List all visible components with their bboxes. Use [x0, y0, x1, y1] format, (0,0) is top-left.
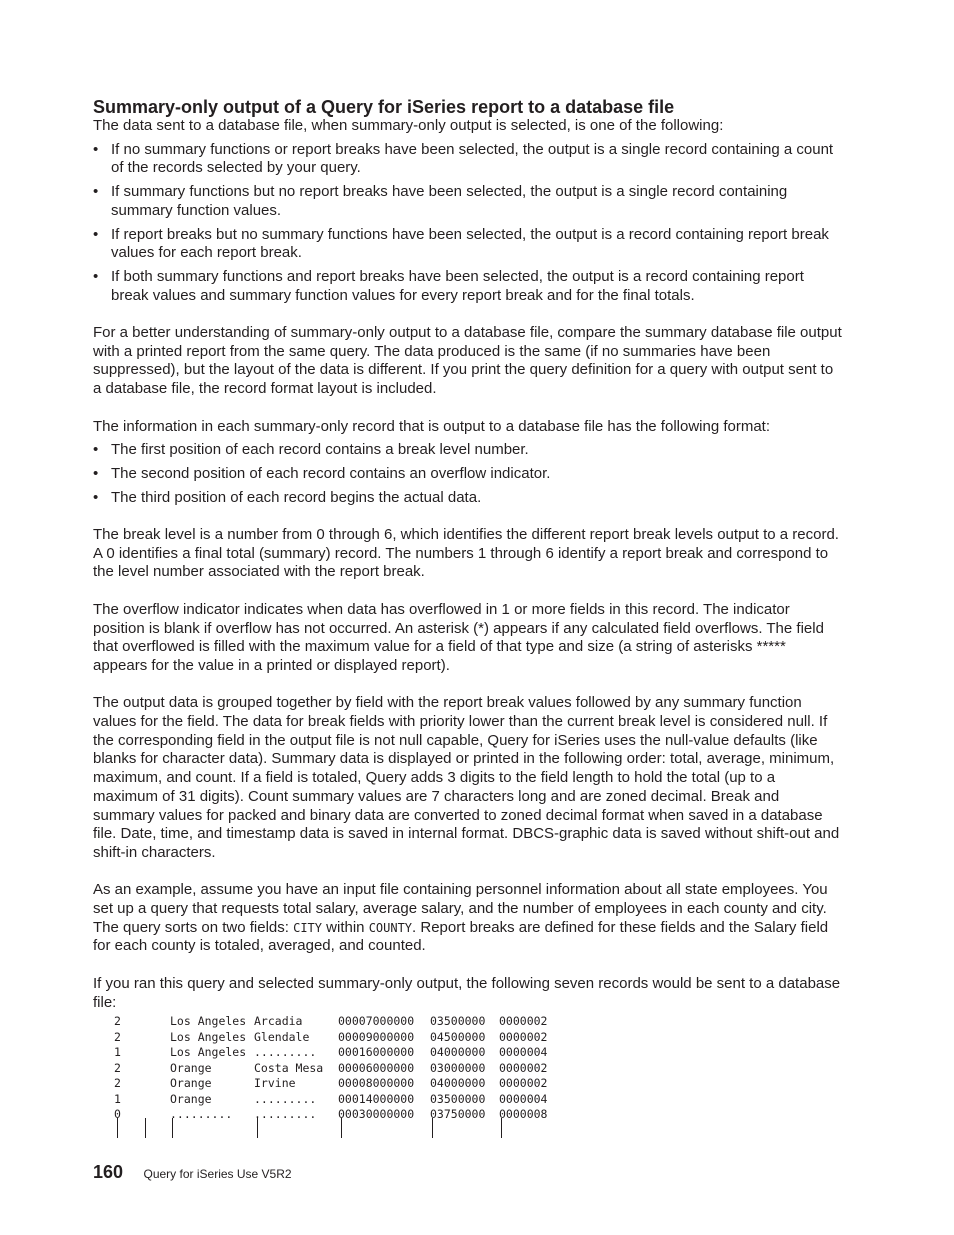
record-field: 0000002: [499, 1076, 548, 1090]
record-field: 0: [114, 1107, 121, 1121]
paragraph: The break level is a number from 0 through 6, which identifies the different report break levels output to a record. A 0 identifies a final total (summary) record. The numbers 1 through 6 identify a report break and correspond to the level number associated with the report break.: [93, 526, 839, 581]
record-field: 1: [114, 1091, 121, 1106]
record-row: [0, 1045, 600, 1061]
record-field: 00006000000: [338, 1060, 415, 1075]
record-field: 2: [114, 1029, 121, 1044]
record-field: .........: [254, 1045, 317, 1059]
text: As an example, assume you have an input file containing personnel information about all state employees. You set up a query that requests total salary, average salary, and the number of employees in each county and city. The query sorts on two fields:: [93, 881, 828, 936]
record-field: Glendale: [254, 1029, 310, 1044]
record-field: 0000004: [499, 1045, 548, 1059]
paragraph: The overflow indicator indicates when data has overflowed in 1 or more fields in this record. The indicator position is blank if overflow has not occurred. An asterisk (*) appears if any calculated field overflows. The field that overflowed is filled with the maximum value for a field of that type and size (a string of asterisks ***** appears for the value in a printed or displayed report).: [93, 600, 824, 674]
record-field: 00014000000: [338, 1091, 415, 1106]
record-field: 04000000: [430, 1076, 486, 1090]
record-row: [0, 1014, 600, 1030]
record-row: [0, 1107, 600, 1123]
record-field: 03000000: [430, 1060, 486, 1075]
paragraph: If you ran this query and selected summary-only output, the following seven records would be sent to a database file:: [93, 974, 841, 1011]
list-item: • If no summary functions or report breaks have been selected, the output is a single record containing a count of the records selected by your query.: [93, 141, 843, 178]
record-field: 2: [114, 1014, 121, 1028]
record-field: Orange: [170, 1076, 212, 1090]
body-text: [93, 117, 843, 1012]
list-item: • The first position of each record contains a break level number.: [93, 441, 843, 460]
output-cases-list: [93, 141, 843, 306]
record-row: [0, 1076, 600, 1092]
record-field: .........: [254, 1091, 317, 1106]
record-field: 1: [114, 1045, 121, 1059]
column-marker: [172, 1118, 173, 1138]
book-title: Query for iSeries Use V5R2: [143, 1167, 292, 1181]
column-marker: [257, 1118, 258, 1138]
record-field: 03500000: [430, 1091, 486, 1106]
column-marker: [117, 1118, 118, 1138]
record-field: 2: [114, 1060, 121, 1075]
paragraph: For a better understanding of summary-only output to a database file, compare the summary database file output with a printed report from the same query. The data produced is the same (if no summaries have been suppressed), but the layout of the data is different. If you print the query definition for a query with output sent to a database file, the record format layout is included.: [93, 324, 842, 398]
list-item: • If both summary functions and report breaks have been selected, the output is a record containing report break values and summary function values for every report break and for the final totals.: [93, 268, 843, 305]
record-row: [0, 1061, 600, 1077]
column-marker: [145, 1118, 146, 1138]
code-city: CITY: [293, 920, 322, 935]
column-marker: [432, 1118, 433, 1138]
record-field: Orange: [170, 1091, 212, 1106]
record-field: Irvine: [254, 1076, 296, 1090]
record-field: .........: [254, 1107, 317, 1121]
text: within: [322, 918, 369, 936]
paragraph: The output data is grouped together by field with the report break values followed by any summary function values for the field. The data for break fields with priority lower than the current break level is considered null. If the corresponding field in the output file is not null capable, Query for iSeries uses the null-value defaults (like blanks for character data). Summary data is displayed or printed in the following order: total, average, minimum, maximum, and count. If a field is totaled, Query adds 3 digits to the field length to hold the total (up to a maximum of 31 digits). Count summary values are 7 characters long and are zoned decimal. Break and summary values for packed and binary data are converted to zoned decimal format when saved in a database file. Date, time, and timestamp data is saved in internal format. DBCS-graphic data is saved without shift-out and shift-in characters.: [93, 694, 840, 861]
paragraph: The information in each summary-only record that is output to a database file has the following format:: [93, 417, 771, 435]
record-field: 00008000000: [338, 1076, 415, 1090]
record-field: Los Angeles: [170, 1045, 247, 1059]
record-field: 04500000: [430, 1029, 486, 1044]
record-field: Costa Mesa: [254, 1060, 324, 1075]
section-heading: Summary-only output of a Query for iSeries report to a database file: [93, 97, 675, 117]
list-item: • If summary functions but no report breaks have been selected, the output is a single record containing summary function values.: [93, 183, 843, 220]
list-item: • If report breaks but no summary functions have been selected, the output is a record containing report break values for each report break.: [93, 226, 843, 263]
page-number: 160: [93, 1162, 124, 1182]
intro: The data sent to a database file, when summary-only output is selected, is one of the following:: [93, 117, 724, 134]
page-footer: [93, 1162, 292, 1183]
record-field: 0000002: [499, 1014, 548, 1028]
text: . Report breaks are defined for these fields and the Salary field for each county is totaled, averaged, and counted.: [93, 918, 829, 955]
list-item: • The third position of each record begins the actual data.: [93, 489, 843, 508]
column-marker: [501, 1118, 502, 1138]
record-field: 00016000000: [338, 1045, 415, 1059]
record-format-list: [93, 441, 843, 507]
record-field: 03500000: [430, 1014, 486, 1028]
record-field: 03750000: [430, 1107, 486, 1121]
record-field: Arcadia: [254, 1014, 303, 1028]
record-field: 00030000000: [338, 1107, 415, 1121]
paragraph: [93, 881, 843, 956]
record-field: Los Angeles: [170, 1029, 247, 1044]
record-row: [0, 1092, 600, 1108]
record-field: 0000002: [499, 1029, 548, 1044]
record-row: [0, 1030, 600, 1046]
record-field: 2: [114, 1076, 121, 1090]
record-field: 00009000000: [338, 1029, 415, 1044]
record-field: 0000008: [499, 1107, 548, 1121]
code-county: COUNTY: [368, 920, 413, 935]
list-item: • The second position of each record contains an overflow indicator.: [93, 465, 843, 484]
record-field: Los Angeles: [170, 1014, 247, 1028]
record-field: 00007000000: [338, 1014, 415, 1028]
record-field: 0000002: [499, 1060, 548, 1075]
record-field: 04000000: [430, 1045, 486, 1059]
record-field: .........: [170, 1107, 233, 1121]
column-marker: [341, 1118, 342, 1138]
record-field: Orange: [170, 1060, 212, 1075]
record-field: 0000004: [499, 1091, 548, 1106]
